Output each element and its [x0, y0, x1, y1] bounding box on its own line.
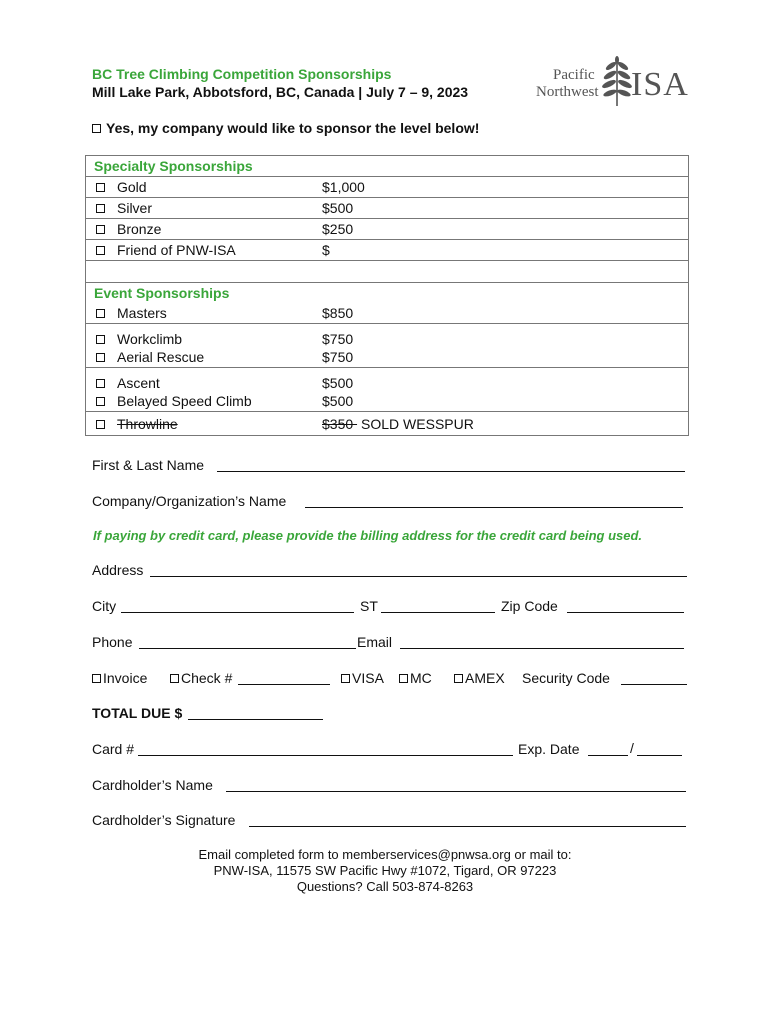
address-label: Address	[92, 562, 144, 578]
level-price: $	[316, 240, 689, 261]
zip-label: Zip Code	[501, 598, 558, 614]
level-name: Belayed Speed Climb	[117, 393, 252, 409]
table-row	[86, 177, 689, 198]
footer-phone-line: Questions? Call 503-874-8263	[296, 879, 474, 894]
level-name: Aerial Rescue	[117, 349, 205, 365]
sponsor-intro	[92, 120, 479, 136]
total-due-field[interactable]	[188, 719, 323, 720]
level-name: Friend of PNW-ISA	[117, 242, 236, 258]
mc-checkbox[interactable]	[399, 674, 408, 683]
logo-line1: Pacific	[553, 67, 595, 83]
level-name: Silver	[117, 200, 153, 216]
amex-label: AMEX	[465, 670, 505, 686]
table-row	[86, 240, 689, 261]
event-heading: Event Sponsorships	[86, 283, 689, 304]
cardholder-name-field[interactable]	[226, 791, 686, 792]
level-price: $850	[322, 305, 354, 321]
logo-line2: Northwest	[536, 84, 599, 100]
amex-option[interactable]	[454, 670, 505, 686]
email-field[interactable]	[400, 648, 684, 649]
level-price: $500	[322, 393, 354, 409]
logo-isa: ISA	[631, 66, 689, 103]
check-option[interactable]	[170, 670, 232, 686]
ascent-checkbox[interactable]	[96, 379, 105, 388]
billing-note: If paying by credit card, please provide the billing address for the credit card being used.	[93, 528, 643, 543]
exp-year-field[interactable]	[637, 755, 682, 756]
exp-month-field[interactable]	[588, 755, 628, 756]
sponsor-checkbox[interactable]	[92, 124, 101, 133]
sponsor-intro-text: Yes, my company would like to sponsor the level below!	[106, 120, 480, 136]
table-row	[86, 324, 689, 348]
level-price: $750	[316, 324, 689, 348]
table-row	[86, 198, 689, 219]
level-name: Bronze	[117, 221, 162, 237]
st-label: ST	[360, 598, 378, 614]
event-location: Mill Lake Park, Abbotsford, BC, Canada | July 7 – 9, 2023	[92, 84, 469, 100]
sponsorship-table	[85, 155, 689, 436]
invoice-option[interactable]	[92, 670, 147, 686]
signature-label: Cardholder’s Signature	[92, 812, 236, 828]
masters-checkbox[interactable]	[96, 309, 105, 318]
level-price: $500	[316, 368, 689, 392]
gold-checkbox[interactable]	[96, 183, 105, 192]
level-name: Gold	[117, 179, 147, 195]
company-label: Company/Organization’s Name	[92, 493, 287, 509]
level-name: Ascent	[117, 375, 160, 391]
silver-checkbox[interactable]	[96, 204, 105, 213]
name-field[interactable]	[217, 471, 685, 472]
card-number-label: Card #	[92, 741, 135, 757]
workclimb-checkbox[interactable]	[96, 335, 105, 344]
security-code-field[interactable]	[621, 684, 687, 685]
city-field[interactable]	[121, 612, 354, 613]
security-code-label: Security Code	[522, 670, 610, 686]
table-row	[86, 368, 689, 392]
address-field[interactable]	[150, 576, 687, 577]
visa-option[interactable]	[341, 670, 384, 686]
level-price: $350	[322, 415, 358, 432]
visa-checkbox[interactable]	[341, 674, 350, 683]
table-row	[86, 219, 689, 240]
aerial-rescue-checkbox[interactable]	[96, 353, 105, 362]
pnw-isa-logo	[536, 56, 689, 108]
exp-date-label: Exp. Date	[518, 741, 580, 757]
zip-field[interactable]	[567, 612, 684, 613]
phone-field[interactable]	[139, 648, 356, 649]
check-checkbox[interactable]	[170, 674, 179, 683]
friend-checkbox[interactable]	[96, 246, 105, 255]
visa-label: VISA	[352, 670, 384, 686]
company-field[interactable]	[305, 507, 683, 508]
level-price: $500	[316, 198, 689, 219]
name-label: First & Last Name	[92, 457, 205, 473]
card-number-field[interactable]	[138, 755, 513, 756]
check-number-field[interactable]	[238, 684, 330, 685]
mc-option[interactable]	[399, 670, 432, 686]
total-due-label: TOTAL DUE $	[92, 705, 183, 721]
form-title: BC Tree Climbing Competition Sponsorships	[92, 66, 392, 82]
specialty-heading: Specialty Sponsorships	[94, 158, 253, 174]
belayed-speed-checkbox[interactable]	[96, 397, 105, 406]
footer-address-line: PNW-ISA, 11575 SW Pacific Hwy #1072, Tigard, OR 97223	[213, 863, 557, 878]
signature-field[interactable]	[249, 826, 686, 827]
level-price: $250	[316, 219, 689, 240]
amex-checkbox[interactable]	[454, 674, 463, 683]
bronze-checkbox[interactable]	[96, 225, 105, 234]
level-name: Throwline	[117, 415, 178, 432]
level-price: $750	[322, 349, 354, 365]
table-row	[86, 347, 689, 368]
throwline-checkbox	[96, 420, 105, 429]
cardholder-name-label: Cardholder’s Name	[92, 777, 213, 793]
invoice-checkbox[interactable]	[92, 674, 101, 683]
st-field[interactable]	[381, 612, 495, 613]
table-row	[86, 412, 689, 436]
level-price: $1,000	[316, 177, 689, 198]
footer-email-line: Email completed form to memberservices@pnwsa.org or mail to:	[198, 847, 572, 862]
table-row	[86, 303, 689, 324]
level-name: Workclimb	[117, 331, 183, 347]
city-label: City	[92, 598, 117, 614]
table-spacer-row	[86, 261, 689, 283]
invoice-label: Invoice	[103, 670, 148, 686]
mc-label: MC	[410, 670, 432, 686]
phone-label: Phone	[92, 634, 133, 650]
leaf-icon	[600, 56, 634, 108]
table-row	[86, 391, 689, 412]
level-name: Masters	[117, 305, 167, 321]
exp-separator: /	[630, 740, 634, 756]
email-label: Email	[357, 634, 393, 650]
sold-note: SOLD WESSPUR	[361, 415, 474, 432]
check-label: Check #	[181, 670, 233, 686]
